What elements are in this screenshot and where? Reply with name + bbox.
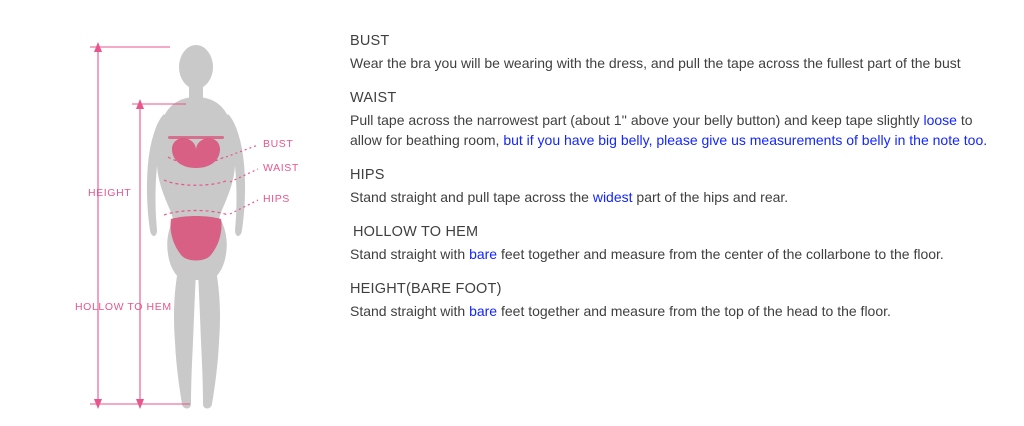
figure-illustration (60, 24, 340, 414)
diagram-label-hips: HIPS (263, 193, 290, 205)
instruction-body (350, 53, 990, 73)
instruction-text: Wear the bra you will be wearing with the dress, and pull the tape across the fullest part of the bust (350, 55, 961, 71)
instruction-body (350, 244, 990, 264)
diagram-label-height: HEIGHT (88, 187, 132, 199)
diagram-label-waist: WAIST (263, 162, 299, 174)
instruction-text: to allow for beathing room, (350, 112, 973, 148)
instruction-text: Stand straight and pull tape across the (350, 189, 593, 205)
highlighted-text: bare (469, 246, 498, 262)
instruction-block (350, 33, 990, 73)
instruction-block (350, 281, 990, 321)
instruction-title: HOLLOW TO HEM (353, 224, 479, 240)
highlighted-text: but if you have big belly, please give us measurements of belly in the note too. (503, 132, 988, 148)
instruction-text: Stand straight with (350, 303, 470, 319)
instruction-body (350, 187, 990, 207)
instruction-title: HEIGHT(BARE FOOT) (350, 281, 502, 297)
instruction-title: WAIST (350, 90, 397, 106)
instruction-body (350, 301, 990, 321)
diagram-label-hollow-to-hem: HOLLOW TO HEM (75, 301, 172, 313)
instruction-text: feet together and measure from the top of the head to the floor. (497, 303, 891, 319)
instruction-title: HIPS (350, 167, 385, 183)
body-measurement-diagram (60, 24, 340, 414)
highlighted-text: bare (469, 303, 498, 319)
instructions-panel (350, 33, 990, 321)
instruction-text: Pull tape across the narrowest part (about 1'' above your belly button) and keep tape slightly (350, 112, 924, 128)
instruction-text: feet together and measure from the center of the collarbone to the floor. (497, 246, 944, 262)
diagram-label-bust: BUST (263, 138, 294, 150)
highlighted-text: widest (592, 189, 633, 205)
instruction-block (350, 224, 990, 264)
instruction-title: BUST (350, 33, 390, 49)
highlighted-text: loose (923, 112, 957, 128)
instruction-body (350, 110, 990, 150)
instruction-block (350, 167, 990, 207)
instruction-text: part of the hips and rear. (632, 189, 789, 205)
instruction-block (350, 90, 990, 150)
instruction-text: Stand straight with (350, 246, 470, 262)
